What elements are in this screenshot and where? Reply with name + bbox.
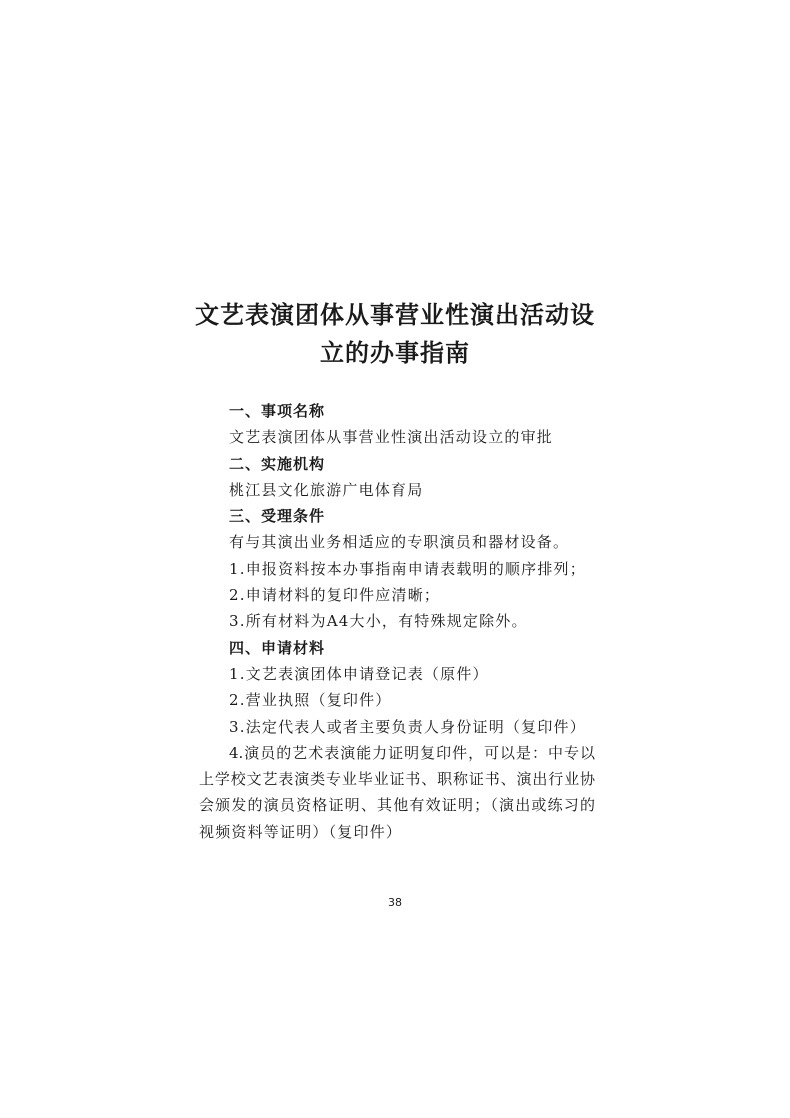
condition-line: 1.申报资料按本办事指南申请表载明的顺序排列； — [229, 559, 586, 578]
material-line: 视频资料等证明）（复印件） — [199, 822, 403, 841]
document-title — [190, 296, 600, 372]
material-line: 会颁发的演员资格证明、其他有效证明；（演出或练习的 — [199, 796, 595, 815]
material-line: 上学校文艺表演类专业毕业证书、职称证书、演出行业协 — [199, 770, 595, 789]
condition-line: 2.申请材料的复印件应清晰； — [229, 586, 441, 605]
material-line: 1.文艺表演团体申请登记表（原件） — [229, 664, 489, 683]
condition-line: 有与其演出业务相适应的专职演员和器材设备。 — [229, 533, 570, 552]
material-line: 2.营业执照（复印件） — [229, 691, 392, 710]
document-body — [199, 398, 595, 845]
agency-text: 桃江县文化旅游广电体育局 — [229, 480, 424, 499]
title-line-1: 文艺表演团体从事营业性演出活动设 — [195, 301, 595, 329]
condition-line: 3.所有材料为A4大小，有特殊规定除外。 — [229, 612, 528, 631]
item-name-text: 文艺表演团体从事营业性演出活动设立的审批 — [229, 428, 554, 447]
section-heading-materials: 四、申请材料 — [229, 638, 326, 657]
title-line-2: 立的办事指南 — [320, 339, 470, 367]
material-line: 4.演员的艺术表演能力证明复印件，可以是：中专以 — [229, 743, 595, 762]
section-heading-conditions: 三、受理条件 — [229, 507, 326, 526]
section-heading-item-name: 一、事项名称 — [229, 402, 326, 420]
material-line: 3.法定代表人或者主要负责人身份证明（复印件） — [229, 717, 586, 736]
page-number: 38 — [388, 896, 402, 909]
section-heading-agency: 二、实施机构 — [229, 454, 326, 473]
